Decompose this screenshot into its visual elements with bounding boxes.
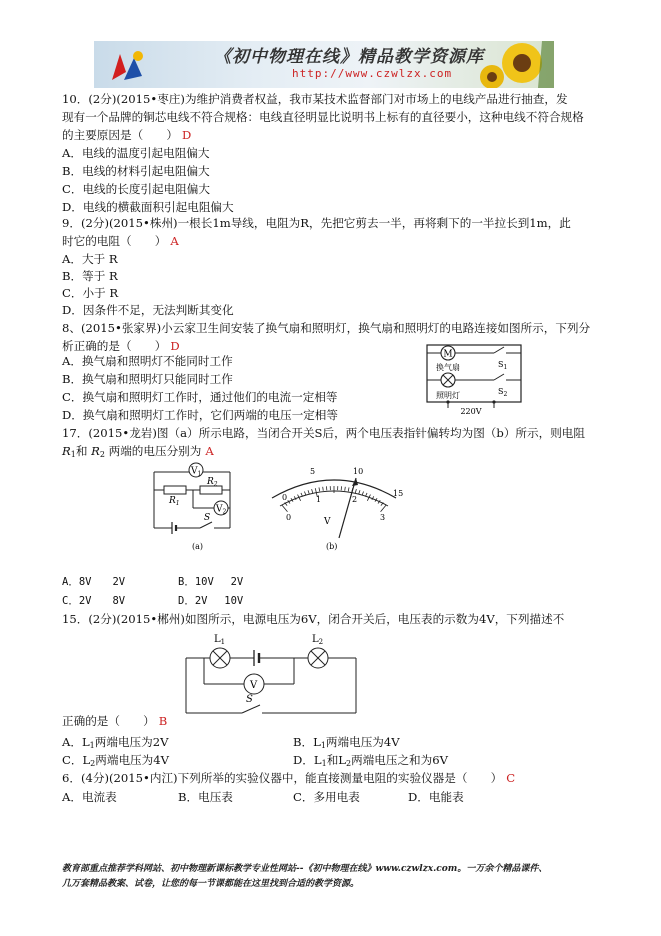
q8-option-a: A．换气扇和照明灯不能同时工作 [62, 354, 233, 368]
tick-top-0: 0 [282, 493, 288, 502]
q10-stem-end: 的主要原因是（ ） [62, 128, 178, 142]
resistor-r1-icon [164, 486, 186, 494]
meter-tick [355, 489, 356, 493]
q17-r1-symbol: R [62, 444, 71, 458]
l2-label: $L_2$ [312, 634, 324, 646]
switch-s2-icon [494, 374, 504, 380]
banner-url[interactable]: http://www.czwlzx.com [292, 67, 453, 80]
fan-label: 换气扇 [436, 363, 460, 372]
q17-option-d: D．2V 10V [178, 595, 244, 607]
q15-option-a: A．L1两端电压为2V [62, 735, 169, 750]
banner-title: 《初中物理在线》精品教学资源库 [214, 47, 484, 67]
s-label: S [204, 513, 211, 523]
q9-stem-end: 时它的电阻（ ） [62, 234, 167, 248]
tick-top-15: 15 [393, 489, 404, 498]
switch-label: S [246, 694, 253, 705]
meter-tick [312, 489, 313, 493]
q15-option-c: C．L2两端电压为4V [62, 753, 169, 768]
q10-option-a: A．电线的温度引起电阻偏大 [62, 146, 210, 160]
q6-option-a: A．电流表 [62, 790, 117, 804]
tick-bottom-1: 1 [316, 495, 322, 504]
q17-r1-subscript: 1 [70, 450, 76, 459]
q9-option-b: B．等于 R [62, 269, 118, 283]
v1-label: $V_1$ [191, 466, 202, 478]
meter-tick [323, 487, 324, 491]
meter-tick [362, 492, 363, 496]
q10-option-b: B．电线的材料引起电阻偏大 [62, 164, 210, 178]
q17-option-a: A．8V 2V [62, 576, 126, 588]
tick-top-5: 5 [310, 467, 316, 476]
q17-stem-end-wrap [76, 444, 202, 458]
tick-bottom-3: 3 [380, 513, 386, 522]
q17-r2-symbol: R [91, 444, 100, 458]
q15-circuit-diagram [180, 628, 370, 720]
meter-tick [359, 490, 360, 494]
q15-stem-end: 正确的是（ ） [62, 714, 155, 728]
q8-option-c: C．换气扇和照明灯工作时，通过他们的电流一定相等 [62, 390, 338, 404]
q17-option-b: B．10V 2V [178, 576, 244, 588]
q8-stem-end: 析正确的是（ ） [62, 339, 167, 353]
l1-label: $L_1$ [214, 634, 226, 646]
q17-option-c: C．2V 8V [62, 595, 126, 607]
footer-line1: 教育部重点推荐学科网站、初中物理新课标教学专业性网站--《初中物理在线》www.czwlzx.com。一万余个精品课件、 [62, 864, 548, 874]
motor-label: M [443, 349, 453, 360]
tick-top-10: 10 [353, 467, 364, 476]
q17-stem-and: 和 [75, 444, 92, 458]
q6-answer: C [506, 771, 516, 785]
q15-text-line2 [62, 712, 167, 730]
q9-text-line2 [62, 232, 179, 250]
footer-line2: 几万套精品教案、试卷，让您的每一节课都能在这里找到合适的教学资源。 [62, 879, 360, 889]
q17-text-line1: 17．(2015•龙岩)图（a）所示电路，当闭合开关S后，两个电压表指针偏转均为图（b）所示，则电阻 [62, 426, 585, 440]
q8-option-b: B．换气扇和照明灯只能同时工作 [62, 372, 233, 386]
q6-stem: 6．(4分)(2015•内江)下列所举的实验仪器中，能直接测量电阻的实验仪器是（ ） [62, 771, 503, 785]
fig-b-caption: (b) [326, 542, 338, 551]
q15-text-line1: 15．(2分)(2015•郴州)如图所示，电源电压为6V，闭合开关后，电压表的示数为4V，下列描述不 [62, 612, 565, 626]
meter-tick [308, 490, 309, 494]
lamp-label: 照明灯 [436, 391, 460, 400]
q17-stem-end: 两端的电压分别为 [104, 444, 202, 458]
page-footer [62, 862, 622, 892]
switch-s1-icon [494, 347, 504, 353]
tick-bottom-2: 2 [352, 495, 358, 504]
header-banner [94, 41, 554, 88]
q9-answer: A [170, 234, 179, 248]
s2-label: $S_2$ [498, 387, 508, 398]
q10-option-c: C．电线的长度引起电阻偏大 [62, 182, 210, 196]
q15-answer: B [158, 714, 168, 728]
q9-text-line1: 9．(2分)(2015•株州)一根长1m导线，电阻为R，先把它剪去一半，再将剩下的一半拉长到1m，此 [62, 216, 571, 230]
meter-tick [282, 505, 288, 512]
voltmeter-label: V [250, 680, 258, 691]
q8-answer: D [170, 339, 180, 353]
q8-option-d: D．换气扇和照明灯工作时，它们两端的电压一定相等 [62, 408, 338, 422]
meter-tick [319, 487, 320, 491]
q9-option-c: C．小于 R [62, 286, 119, 300]
q6-text-line1 [62, 769, 515, 787]
q17-answer: A [205, 444, 214, 458]
q10-answer: D [181, 128, 192, 142]
v2-label: $V_2$ [216, 504, 227, 516]
q8-text-line1: 8、(2015•张家界)小云家卫生间安装了换气扇和照明灯，换气扇和照明灯的电路连接如图所示，下列分 [62, 321, 591, 335]
r2-label: $R_2$ [207, 477, 218, 488]
q10-text-line1: 10．(2分)(2015•枣庄)为维护消费者权益，我市某技术监督部门对市场上的电线产品进行抽查，发 [62, 92, 568, 106]
q6-option-b: B．电压表 [178, 790, 233, 804]
tick-bottom-0: 0 [286, 513, 292, 522]
resistor-r2-icon [200, 486, 222, 494]
q6-option-c: C．多用电表 [293, 790, 360, 804]
q10-text-line3 [62, 126, 191, 144]
sunflower-icon [472, 41, 554, 88]
meter-tick [304, 492, 305, 496]
q6-option-d: D．电能表 [408, 790, 464, 804]
s1-label: $S_1$ [498, 360, 508, 371]
meter-unit: V [324, 517, 331, 527]
switch-s-icon [242, 705, 260, 713]
q15-option-b: B．L1两端电压为4V [293, 735, 400, 750]
meter-tick [345, 487, 346, 491]
q15-option-d: D．L1和L2两端电压之和为6V [293, 753, 448, 768]
q10-text-line2: 现有一个品牌的铜芯电线不符合规格：电线直径明显比说明书上标有的直径要小，这种电线不符合规格 [62, 110, 584, 124]
q17-r2-subscript: 2 [99, 450, 105, 459]
q8-circuit-diagram [418, 340, 530, 416]
q9-option-a: A．大于 R [62, 252, 118, 266]
q17-figure-b-meter [262, 458, 408, 554]
q9-option-d: D．因条件不足，无法判断其变化 [62, 303, 234, 317]
fig-a-caption: (a) [192, 542, 204, 551]
meter-tick [348, 487, 349, 491]
r1-label: $R_1$ [169, 496, 180, 507]
meter-tick [381, 505, 387, 512]
q10-option-d: D．电线的横截面积引起电阻偏大 [62, 200, 234, 214]
q17-figure-a-circuit [150, 458, 242, 554]
meter-ticks [282, 486, 387, 512]
site-logo-icon [108, 46, 150, 84]
supply-voltage-label: 220V [460, 407, 482, 416]
